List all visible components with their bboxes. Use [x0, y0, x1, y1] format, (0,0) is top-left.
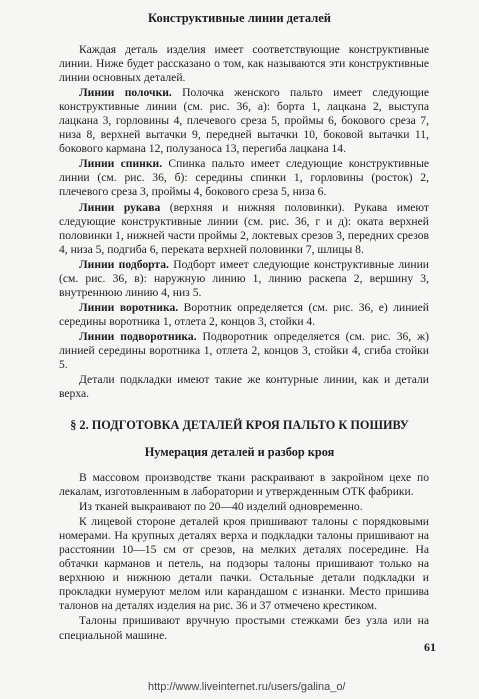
chapter-heading: § 2. ПОДГОТОВКА ДЕТАЛЕЙ КРОЯ ПАЛЬТО К ПОШИВУ	[70, 418, 409, 432]
paragraph	[59, 373, 429, 401]
paragraph-lead: Линии воротника.	[79, 300, 179, 314]
paragraph	[59, 157, 429, 199]
paragraph	[59, 258, 429, 300]
paragraph-lead: Линии подворотника.	[79, 329, 197, 343]
paragraph-text: (верхняя и нижняя половинки). Рукава имеют следующие конструктивные линии (см. рис. 36, г и д): оката верхней половинки 1, нижней части проймы 2, локтевых срезов 3, передних срезов 4, низа 5, подгиба 6, переката верхней половинки 7, шлицы 8.	[59, 200, 430, 256]
paragraph-text: Детали подкладки имеют такие же контурные линии, как и детали верха.	[59, 373, 429, 401]
subheading: Нумерация деталей и разбор кроя	[144, 445, 335, 459]
paragraph-text: Подборт имеет следующие конструктивные линии (см. рис. 36, в): наружную линию 1, линию раскепа 2, вершину 3, внутреннюю линию 4, низ 5.	[59, 257, 429, 299]
paragraph-lead: Линии полочки.	[79, 86, 172, 100]
paragraph-text: Полочка женского пальто имеет следующие конструктивные линии (см. рис. 36, а): борта 1, лацкана 2, выступа лацкана 3, горловины 4, плечевого среза 5, проймы 6, бокового среза 7, низа 8, верхней вытачки 9, передней вытачки 10, боковой вытачки 11, бокового кармана 12, полузаноса 13, перегиба лацкана 14.	[59, 86, 429, 156]
paragraph-text: Воротник определяется (см. рис. 36, е) линией середины воротника 1, отлета 2, концов 3, стойки 4.	[59, 300, 429, 328]
paragraph: К лицевой стороне деталей кроя пришивают талоны с порядковыми номерами. На крупных деталях верха и подкладки талоны пришивают на расстоянии 10—15 см от срезов, на мелких деталях посередине. На обтачки карманов и петель, на подзоры талоны пришивают только на верхнюю и нижнюю детали пачки. Остальные детали подкладки и прокладки нумеруют мелом или карандашом с изнанки. Место пришива талонов на деталях изделия на рис. 36 и 37 отмечено крестиком.	[59, 515, 429, 613]
paragraph	[59, 86, 429, 156]
paragraph-text: Спинка пальто имеет следующие конструктивные линии (см. рис. 36, б): середины спинки 1, горловины (росток) 2, плечевого среза 3, проймы 4, бокового среза 5, низа 6.	[59, 157, 430, 199]
section-construction-lines	[59, 43, 429, 401]
watermark-url: http://www.liveinternet.ru/users/galina_o/	[148, 681, 346, 693]
paragraph	[59, 330, 429, 372]
paragraph	[59, 43, 429, 85]
section-title: Конструктивные линии деталей	[148, 11, 331, 25]
paragraph-lead: Линии спинки.	[79, 157, 163, 171]
paragraph-text: Подворотник определяется (см. рис. 36, ж) линией середины воротника 1, отлета 2, концов 3, стойки 4, сгиба стойки 5.	[59, 329, 429, 372]
paragraph-lead: Линии подборта.	[79, 257, 169, 271]
paragraph	[59, 201, 429, 257]
paragraph	[59, 301, 429, 329]
section-numbering	[59, 471, 429, 643]
paragraph-text: Каждая деталь изделия имеет соответствующие конструктивные линии. Ниже будет рассказано о том, как называются эти конструктивные линии основных деталей.	[59, 43, 429, 85]
page-number: 61	[424, 640, 436, 654]
paragraph: Талоны пришивают вручную простыми стежками без узла или на специальной машине.	[59, 614, 429, 642]
paragraph: Из тканей выкраивают по 20—40 изделий одновременно.	[79, 500, 363, 514]
paragraph: В массовом производстве ткани раскраивают в закройном цехе по лекалам, изготовленным в лаборатории и утвержденным ОТК фабрики.	[59, 471, 429, 499]
paragraph-lead: Линии рукава	[79, 200, 161, 214]
